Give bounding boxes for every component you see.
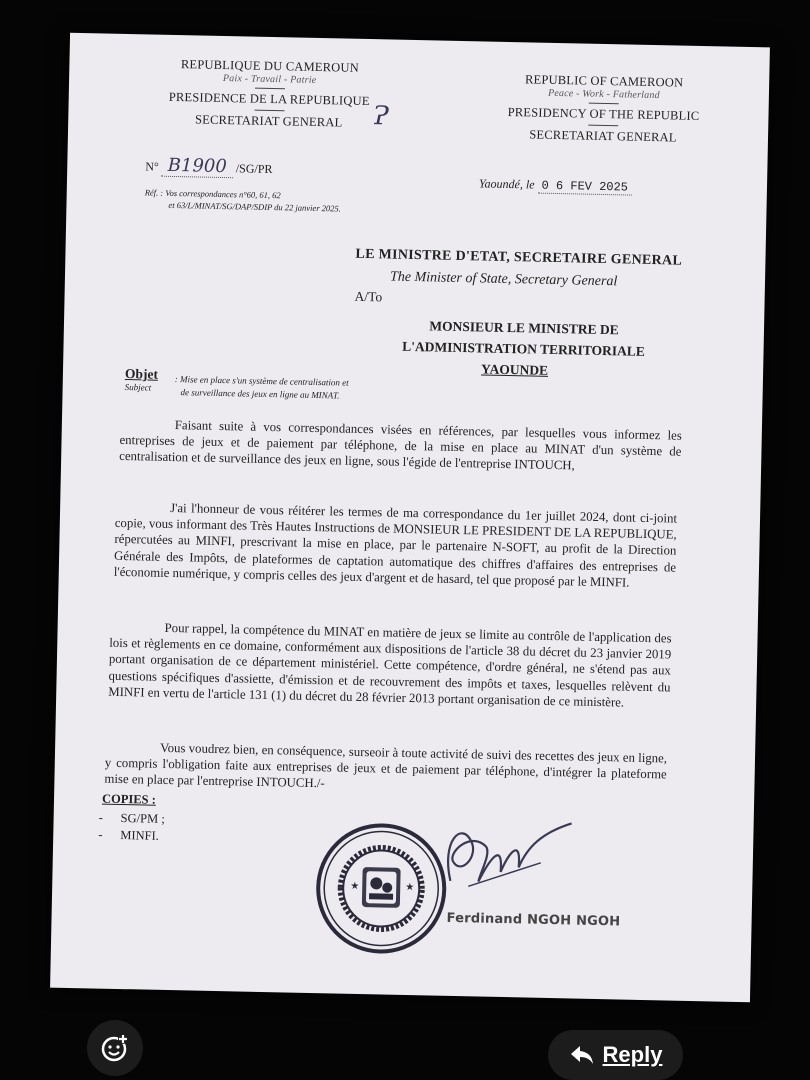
to-label: A/To [354, 288, 383, 305]
place-date-label: Yaoundé, le [478, 176, 535, 192]
add-reaction-icon [100, 1033, 130, 1063]
object-text [174, 373, 424, 404]
header-fr-country: REPUBLIQUE DU CAMEROUN [180, 57, 360, 75]
letter-number [145, 154, 273, 178]
svg-text:★: ★ [350, 880, 360, 893]
reply-arrow-icon [569, 1044, 595, 1066]
signer-name: Ferdinand NGOH NGOH [446, 910, 621, 930]
handwritten-mark: Ɂ [373, 101, 389, 132]
document-photo [50, 33, 770, 1002]
number-prefix: N° [145, 159, 159, 174]
reference [144, 186, 341, 214]
divider [589, 103, 619, 105]
object-block [125, 366, 159, 393]
copies-label: COPIES : [101, 791, 157, 807]
header-fr-presidency: PRESIDENCE DE LA REPUBLIQUE [168, 89, 370, 109]
paragraph-1: Faisant suite à vos correspondances visées en références, par lesquelles vous informez les entreprises de jeux et de paiement par téléphone, de la mise en place au MINAT d'un système de centralisation et de surveillance des jeux en ligne, sous l'égide de l'entreprise INTOUCH, [119, 418, 682, 473]
header-en-country: REPUBLIC OF CAMEROON [524, 72, 684, 90]
object-label: Objet [124, 366, 159, 382]
header-fr-motto: Paix - Travail - Patrie [222, 72, 317, 86]
place-date [479, 176, 632, 194]
header-en-presidency: PRESIDENCY OF THE REPUBLIC [507, 104, 700, 123]
sender-title-fr: LE MINISTRE D'ETAT, SECRETAIRE GENERAL [355, 246, 683, 269]
reference-line-1: Réf. : Vos correspondances n°60, 61, 62 [144, 187, 281, 201]
subject-label: Subject [124, 381, 152, 393]
header-fr-secretariat: SECRETARIAT GENERAL [194, 112, 343, 130]
addressee [363, 314, 684, 363]
header-en [498, 72, 709, 146]
header-en-secretariat: SECRETARIAT GENERAL [529, 127, 677, 145]
header-fr [166, 57, 372, 131]
addressee-city: YAOUNDE [480, 361, 549, 378]
date-stamp: 0 6 FEV 2025 [537, 179, 632, 196]
object-text-line-1: : Mise en place s'un système de centralisation et [174, 374, 349, 388]
number-value: B1900 [162, 155, 233, 178]
number-suffix: /SG/PR [235, 161, 273, 177]
reply-button[interactable] [548, 1030, 683, 1080]
handwritten-signature [430, 801, 582, 914]
sender-title-en: The Minister of State, Secretary General [389, 269, 618, 290]
reply-label: Reply [602, 1042, 663, 1067]
divider [254, 110, 284, 112]
paragraph-3: Pour rappel, la compétence du MINAT en matière de jeux se limite au contrôle de l'application des lois et règlements en ce domaine, conformément aux dispositions de l'article 38 du décret du 23 janvier 2019 portant organisation de ce département ministériel. Cette compétence, d'ordre général, ne s'étend pas aux questions spécifiques d'assiette, d'émission et de recouvrement des impôts et taxes, lesquelles relèvent du MINFI en vertu de l'article 131 (1) du décret du 28 février 2013 portant organisation de ce ministère. [108, 620, 672, 710]
copies-item: - SG/PM ; [98, 810, 165, 826]
add-reaction-button[interactable] [87, 1020, 143, 1076]
official-seal-stamp [313, 820, 450, 957]
paragraph-2: J'ai l'honneur de vous réitérer les termes de ma correspondance du 1er juillet 2024, dont ci-joint copie, vous informant des Très Hautes Instructions de MONSIEUR LE PRESIDENT DE LA REPUBLIQUE, répercutées au MINFI, prescrivant la mise en place, par le partenaire N-SOFT, au profit de la Direction Générale des Impôts, de plateformes de captation automatique des chiffres d'affaires des entreprises de l'économie numérique, y compris celles des jeux d'argent et de hasard, tel que proposé par le MINFI. [113, 500, 678, 590]
svg-text:★: ★ [405, 881, 415, 894]
addressee-line-2: L'ADMINISTRATION TERRITORIALE [402, 338, 646, 359]
copies-list [98, 810, 165, 845]
header-en-motto: Peace - Work - Fatherland [547, 87, 660, 102]
addressee-line-1: MONSIEUR LE MINISTRE DE [429, 318, 619, 338]
divider [254, 88, 284, 90]
object-text-line-2: de surveillance des jeux en ligne au MINAT. [180, 387, 340, 401]
reference-line-2: et 63/L/MINAT/SG/DAP/SDIP du 22 janvier 2025. [168, 199, 341, 214]
paragraph-4: Vous voudrez bien, en conséquence, surseoir à toute activité de suivi des recettes des jeux en ligne, y compris l'obligation faite aux entreprises de jeux et de paiement par téléphone, d'intégrer la plateforme mise en place par l'entreprise INTOUCH./- [104, 740, 668, 791]
divider [588, 125, 618, 127]
copies-item: - MINFI. [98, 827, 159, 843]
